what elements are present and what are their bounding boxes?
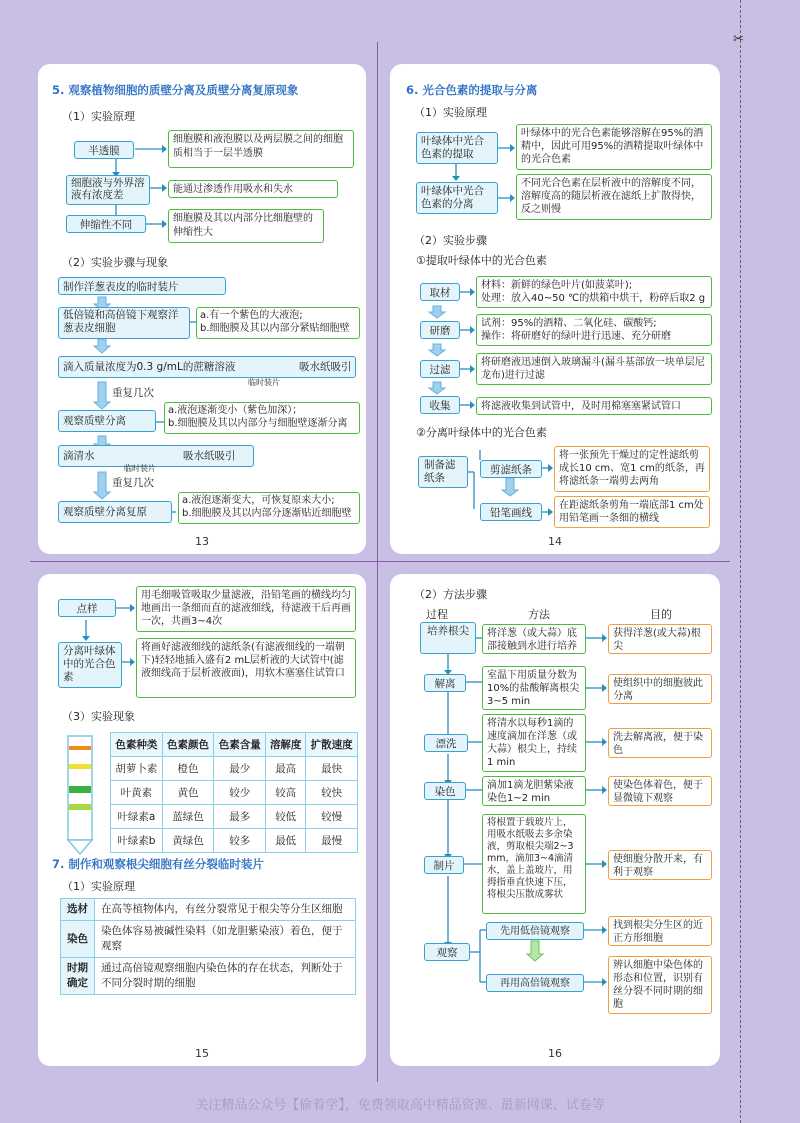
dissociate-purpose: 使组织中的细胞彼此分离 <box>608 674 712 704</box>
cell: 较高 <box>266 781 306 805</box>
high-power-box: 再用高倍镜观察 <box>486 974 584 992</box>
grind-desc-a: 试剂：95%的酒精、二氧化硅、碳酸钙; <box>481 318 657 329</box>
page-16 <box>390 574 720 1066</box>
extraction-box: 叶绿体中光合色素的提取 <box>416 132 498 164</box>
high-power-purpose: 辨认细胞中染色体的形态和位置，识别有丝分裂不同时期的细胞 <box>608 956 712 1014</box>
value-cell: 通过高倍镜观察细胞内染色体的存在状态，判断处于不同分裂时期的细胞 <box>95 958 356 995</box>
th-solubility: 溶解度 <box>266 733 306 757</box>
observe-result-a: a.有一个紫色的大液泡; <box>200 310 303 321</box>
cell: 较快 <box>306 781 358 805</box>
pigment-table-header <box>111 733 358 757</box>
p14-subsection-principle: （1）实验原理 <box>414 106 487 119</box>
elasticity-desc: 细胞膜及其以内部分比细胞壁的伸缩性大 <box>168 209 324 243</box>
material-desc-a: 材料：新鲜的绿色叶片(如菠菜叶); <box>481 280 633 291</box>
cell: 叶绿素b <box>111 829 163 853</box>
cell: 最慢 <box>306 829 358 853</box>
dissociate-box: 解离 <box>424 674 466 692</box>
cell: 最少 <box>214 757 266 781</box>
low-power-purpose: 找到根尖分生区的近正方形细胞 <box>608 916 712 946</box>
prepare-strip-box: 制备滤纸条 <box>418 456 468 488</box>
stain-box: 染色 <box>424 782 466 800</box>
cell: 蓝绿色 <box>162 805 214 829</box>
th-amount: 色素含量 <box>214 733 266 757</box>
step-sucrose <box>58 356 356 378</box>
observe-result <box>196 307 360 339</box>
cell: 最高 <box>266 757 306 781</box>
subsection-phenomenon: （3）实验现象 <box>62 710 135 723</box>
test-tube-illustration <box>68 736 92 854</box>
low-power-box: 先用低倍镜观察 <box>486 922 584 940</box>
concentration-box: 细胞液与外界溶液有浓度差 <box>66 175 150 205</box>
cut-line <box>740 0 741 1123</box>
grind-desc-b: 操作：将研磨好的绿叶进行迅速、充分研磨 <box>481 331 671 342</box>
section-5-title: 5. 观察植物细胞的质壁分离及质壁分离复原现象 <box>52 83 299 97</box>
col-purpose: 目的 <box>650 608 672 621</box>
col-method: 方法 <box>528 608 550 621</box>
value-cell: 染色体容易被碱性染料（如龙胆紫染液）着色，便于观察 <box>95 921 356 958</box>
col-process: 过程 <box>426 608 448 621</box>
th-color: 色素颜色 <box>162 733 214 757</box>
observe-result-b: b.细胞膜及其以内部分紧贴细胞壁 <box>200 323 350 334</box>
th-speed: 扩散速度 <box>306 733 358 757</box>
cultivate-method: 将洋葱（或大蒜）底部接触到水进行培养 <box>482 624 586 654</box>
cell: 最多 <box>214 805 266 829</box>
slide-label-2: 临时装片 <box>124 464 156 473</box>
p15-subsection-principle: （1）实验原理 <box>62 880 135 893</box>
grind-desc <box>476 314 712 346</box>
plasmolysis-result-b: b.细胞膜及其以内部分与细胞壁逐渐分离 <box>168 418 348 429</box>
page-13 <box>38 64 366 554</box>
mount-box: 制片 <box>424 856 464 874</box>
key-cell: 时期确定 <box>61 958 95 995</box>
extraction-desc: 叶绿体中的光合色素能够溶解在95%的酒精中，因此可用95%的酒精提取叶绿体中的光合色素 <box>516 124 712 170</box>
collect-desc: 将滤液收集到试管中，及时用棉塞塞紧试管口 <box>476 397 712 415</box>
plasmolysis-result <box>164 402 360 434</box>
page-14 <box>390 64 720 554</box>
cut-strip-desc: 将一张预先干燥过的定性滤纸剪成长10 cm、宽1 cm的纸条，再将滤纸条一端剪去两角 <box>554 446 710 492</box>
step-water <box>58 445 254 467</box>
deplasmolysis-result-a: a.液泡逐渐变大，可恢复原来大小; <box>182 495 335 506</box>
separation-box: 叶绿体中光合色素的分离 <box>416 182 498 214</box>
rinse-method: 将清水以每秒1滴的速度滴加在洋葱（或大蒜）根尖上，持续1 min <box>482 714 586 772</box>
cell: 黄色 <box>162 781 214 805</box>
semipermeable-desc: 细胞膜和液泡膜以及两层膜之间的细胞质相当于一层半透膜 <box>168 130 354 168</box>
table-row <box>111 781 358 805</box>
table-row <box>111 805 358 829</box>
cell: 最快 <box>306 757 358 781</box>
cultivate-box: 培养根尖 <box>420 622 476 654</box>
filter-desc: 将研磨液迅速倒入玻璃漏斗(漏斗基部放一块单层尼龙布)进行过滤 <box>476 353 712 385</box>
table-row <box>61 921 356 958</box>
deplasmolysis-result <box>178 492 360 524</box>
extract-heading: ①提取叶绿体中的光合色素 <box>416 254 547 267</box>
cell: 较慢 <box>306 805 358 829</box>
horizontal-divider <box>30 561 730 562</box>
material-desc-b: 处理：放入40~50 ℃的烘箱中烘干，粉碎后取2 g <box>481 293 706 304</box>
spotting-desc: 用毛细吸管吸取少量滤液，沿铅笔画的横线均匀地画出一条细而直的滤液细线，待滤液干后再画一次，共画3~4次 <box>136 586 356 632</box>
page-number-15: 15 <box>195 1047 209 1060</box>
water-label: 滴清水 <box>63 450 95 462</box>
mount-purpose: 使细胞分散开来，有利于观察 <box>608 850 712 880</box>
step-collect: 收集 <box>420 396 460 414</box>
step-material: 取材 <box>420 283 460 301</box>
cell: 最低 <box>266 829 306 853</box>
separate-pigment-desc: 将画好滤液细线的滤纸条(有滤液细线的一端朝下)轻轻地插入盛有2 mL层析液的大试管中(滤液细线高于层析液液面)，用软木塞塞住试管口 <box>136 638 356 698</box>
table-row <box>111 757 358 781</box>
table-row <box>61 899 356 921</box>
plasmolysis-result-a: a.液泡逐渐变小（紫色加深）； <box>168 405 303 416</box>
draw-line-box: 铅笔画线 <box>480 503 542 521</box>
stain-method: 滴加1滴龙胆紫染液染色1~2 min <box>482 776 586 806</box>
scissors-icon: ✂ <box>733 32 744 47</box>
footer-watermark: 关注精品公众号【偷着学】，免费领取高中精品资源、最新网课、试卷等 <box>195 1098 605 1113</box>
elasticity-box: 伸缩性不同 <box>66 215 146 233</box>
principle-table <box>60 898 356 995</box>
pigment-table <box>110 732 358 853</box>
value-cell: 在高等植物体内，有丝分裂常见于根尖等分生区细胞 <box>95 899 356 921</box>
p14-subsection-steps: （2）实验步骤 <box>414 234 487 247</box>
step-make-slide: 制作洋葱表皮的临时装片 <box>58 277 226 295</box>
rinse-box: 漂洗 <box>424 734 468 752</box>
sucrose-label: 滴入质量浓度为0.3 g/mL的蔗糖溶液 <box>63 361 236 373</box>
repeat-1: 重复几次 <box>112 387 154 399</box>
draw-line-desc: 在距滤纸条剪角一端底部1 cm处用铅笔画一条细的横线 <box>554 496 710 528</box>
section-7-title: 7. 制作和观察根尖细胞有丝分裂临时装片 <box>52 857 264 871</box>
step-grind: 研磨 <box>420 321 460 339</box>
cell: 橙色 <box>162 757 214 781</box>
concentration-desc: 能通过渗透作用吸水和失水 <box>168 180 338 198</box>
page-15 <box>38 574 366 1066</box>
cell: 叶绿素a <box>111 805 163 829</box>
vertical-divider <box>377 42 378 1082</box>
page-number-14: 14 <box>548 535 562 548</box>
th-type: 色素种类 <box>111 733 163 757</box>
deplasmolysis-result-b: b.细胞膜及其以内部分逐渐贴近细胞壁 <box>182 508 352 519</box>
material-desc <box>476 276 712 308</box>
subsection-steps: （2）实验步骤与现象 <box>62 256 168 269</box>
separate-heading: ②分离叶绿体中的光合色素 <box>416 426 547 439</box>
mount-method: 将根置于载玻片上，用吸水纸吸去多余染液，剪取根尖端2~3 mm，滴加3~4滴清水，盖上盖玻片，用拇指垂直快速下压，将根尖压散成雾状 <box>482 814 586 914</box>
spotting-box: 点样 <box>58 599 116 617</box>
observe-box: 观察 <box>424 943 470 961</box>
step-observe: 低倍镜和高倍镜下观察洋葱表皮细胞 <box>58 307 190 339</box>
page-number-13: 13 <box>195 535 209 548</box>
subsection-principle: （1）实验原理 <box>62 110 135 123</box>
rinse-purpose: 洗去解离液，便于染色 <box>608 728 712 758</box>
step-deplasmolysis: 观察质壁分离复原 <box>58 501 172 523</box>
key-cell: 选材 <box>61 899 95 921</box>
cell: 较少 <box>214 781 266 805</box>
p16-subsection-method: （2）方法步骤 <box>414 588 487 601</box>
section-6-title: 6. 光合色素的提取与分离 <box>406 83 538 97</box>
repeat-2: 重复几次 <box>112 477 154 489</box>
step-filter: 过滤 <box>420 360 460 378</box>
separation-desc: 不同光合色素在层析液中的溶解度不同，溶解度高的随层析液在滤纸上扩散得快，反之则慢 <box>516 174 712 220</box>
cell: 较低 <box>266 805 306 829</box>
absorb-label-1: 吸水纸吸引 <box>299 361 352 373</box>
page-number-16: 16 <box>548 1047 562 1060</box>
cell: 较多 <box>214 829 266 853</box>
semipermeable-box: 半透膜 <box>74 141 134 159</box>
slide-label-1: 临时装片 <box>248 378 280 387</box>
cell: 黄绿色 <box>162 829 214 853</box>
cell: 叶黄素 <box>111 781 163 805</box>
separate-pigment-box: 分离叶绿体中的光合色素 <box>58 642 122 688</box>
cell: 胡萝卜素 <box>111 757 163 781</box>
cut-strip-box: 剪滤纸条 <box>480 460 542 478</box>
stain-purpose: 使染色体着色，便于显微镜下观察 <box>608 776 712 806</box>
table-row <box>61 958 356 995</box>
cultivate-purpose: 获得洋葱(或大蒜)根尖 <box>608 624 712 654</box>
absorb-label-2: 吸水纸吸引 <box>183 450 236 462</box>
table-row <box>111 829 358 853</box>
step-plasmolysis: 观察质壁分离 <box>58 410 156 432</box>
key-cell: 染色 <box>61 921 95 958</box>
dissociate-method: 室温下用质量分数为10%的盐酸解离根尖3~5 min <box>482 666 586 710</box>
